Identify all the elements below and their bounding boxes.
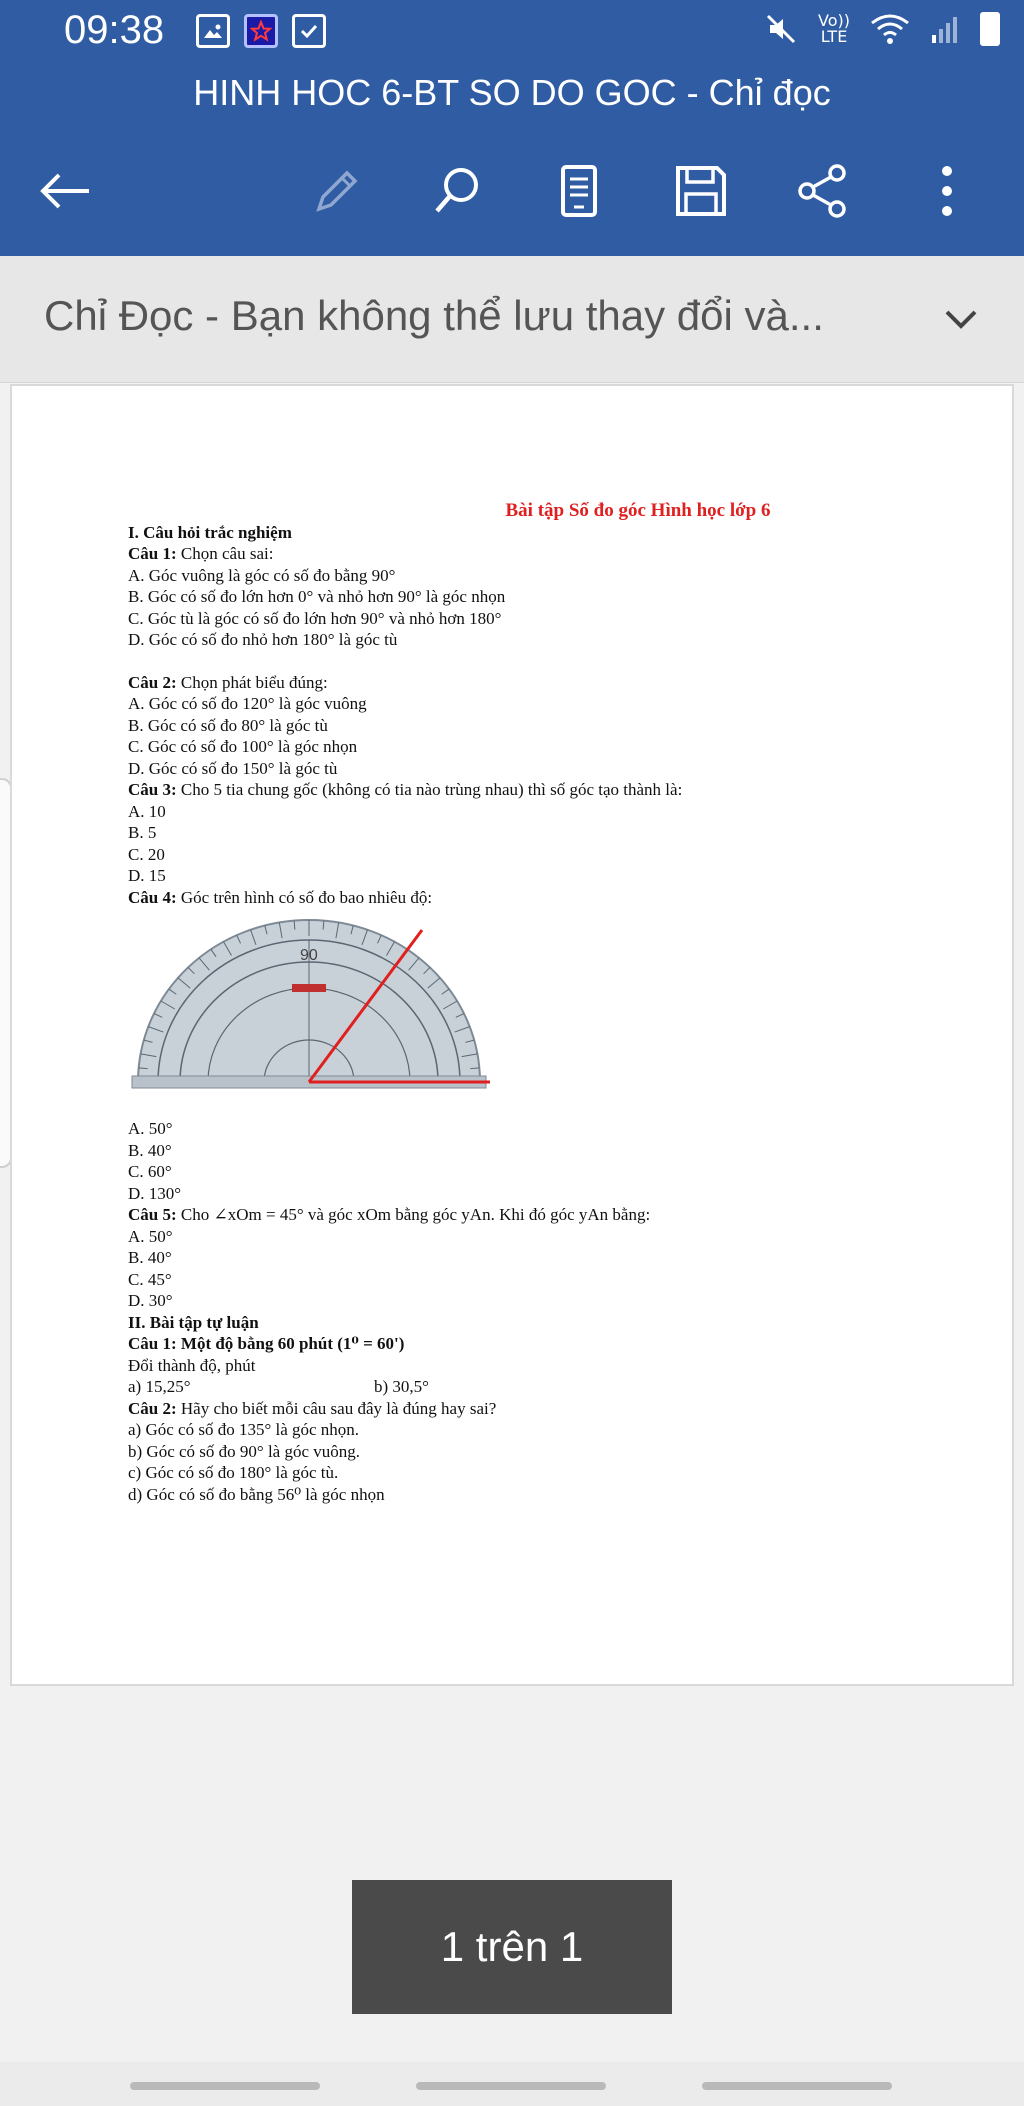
section-heading: II. Bài tập tự luận [128, 1312, 259, 1332]
search-icon [429, 163, 485, 219]
exercise-1-instruction: Đổi thành độ, phút [128, 1355, 256, 1375]
banner-expand-button[interactable] [934, 292, 988, 346]
checkbox-icon [292, 14, 326, 48]
document-page [10, 384, 1014, 1686]
more-options-button[interactable] [906, 150, 988, 232]
answer-option: B. Góc có số đo lớn hơn 0° và nhỏ hơn 90° là góc nhọn [128, 587, 506, 606]
question-label: Câu 2: [128, 672, 177, 692]
question-label: Câu 4: [128, 887, 177, 907]
reading-view-button[interactable] [538, 150, 620, 232]
read-only-banner-text: Chỉ Đọc - Bạn không thể lưu thay đổi và... [44, 292, 824, 339]
save-button[interactable] [660, 150, 742, 232]
question-5 [128, 1204, 908, 1226]
question-text: Chọn phát biểu đúng: [176, 672, 328, 692]
answer-option: D. 30° [128, 1291, 173, 1310]
status-bar [0, 0, 1024, 66]
answer-option: A. Góc vuông là góc có số đo bằng 90° [128, 565, 396, 585]
answer-option: C. 60° [128, 1162, 172, 1181]
volte-label: Vo)) [818, 11, 850, 30]
answer-option: D. Góc có số đo 150° là góc tù [128, 758, 338, 778]
nav-back-button[interactable] [702, 2082, 892, 2090]
question-4 [128, 887, 908, 909]
answer-option: D. Góc có số đo nhỏ hơn 180° là góc tù [128, 630, 398, 649]
exercise-item: a) 15,25° [128, 1377, 191, 1396]
exercise-2 [128, 1398, 908, 1420]
question-text: Hãy cho biết mỗi câu sau đây là đúng hay sai? [176, 1398, 497, 1418]
share-icon [795, 163, 851, 219]
edit-button[interactable] [296, 150, 378, 232]
back-icon [37, 171, 93, 211]
image-icon [196, 14, 230, 48]
question-label: Câu 3: [128, 780, 177, 799]
answer-option: B. 40° [128, 1248, 172, 1267]
lte-label: LTE [820, 27, 848, 46]
answer-option: B. Góc có số đo 80° là góc tù [128, 715, 328, 735]
more-icon [937, 163, 957, 219]
nav-home-button[interactable] [416, 2082, 606, 2090]
question-text: Cho ∠xOm = 45° và góc xOm bằng góc yAn. Khi đó góc yAn bằng: [176, 1205, 651, 1224]
signal-icon [930, 13, 960, 45]
reading-view-icon [557, 163, 601, 219]
exercise-1-heading: Câu 1: Một độ bằng 60 phút (1⁰ = 60') [128, 1334, 405, 1353]
question-text: Cho 5 tia chung gốc (không có tia nào trùng nhau) thì số góc tạo thành là: [176, 780, 683, 799]
app-star-icon [244, 14, 278, 48]
protractor-figure [128, 916, 490, 1112]
answer-option: A. Góc có số đo 120° là góc vuông [128, 694, 367, 713]
share-button[interactable] [782, 150, 864, 232]
question-text: Chọn câu sai: [176, 544, 274, 563]
status-time: 09:38 [64, 8, 165, 52]
exercise-item: c) Góc có số đo 180° là góc tù. [128, 1463, 339, 1482]
exercise-1-items [128, 1376, 908, 1398]
system-icons [764, 12, 1000, 46]
document-title: HINH HOC 6-BT SO DO GOC - Chỉ đọc [193, 72, 831, 113]
exercise-item: d) Góc có số đo bằng 56⁰ là góc nhọn [128, 1484, 385, 1504]
question-label: Câu 1: [128, 544, 177, 563]
question-2 [128, 672, 908, 694]
answer-option: C. Góc tù là góc có số đo lớn hơn 90° và nhỏ hơn 180° [128, 608, 502, 628]
toolbar [0, 150, 1024, 232]
question-1 [128, 543, 908, 565]
answer-option: C. Góc có số đo 100° là góc nhọn [128, 737, 358, 756]
battery-icon [980, 12, 1000, 46]
answer-option: B. 5 [128, 823, 157, 842]
answer-option: A. 50° [128, 1119, 173, 1138]
notification-icons [196, 14, 326, 48]
answer-option: A. 50° [128, 1226, 173, 1246]
answer-option: C. 45° [128, 1269, 172, 1289]
question-label: Câu 2: [128, 1398, 177, 1418]
save-icon [673, 163, 729, 219]
doc-heading: Bài tập Số đo góc Hình học lớp 6 [505, 500, 771, 521]
answer-option: D. 15 [128, 866, 166, 885]
protractor-90-label: 90 [300, 947, 318, 964]
back-button[interactable] [24, 150, 106, 232]
answer-option: B. 40° [128, 1140, 172, 1160]
volte-indicator [818, 13, 850, 45]
chevron-down-icon [944, 308, 978, 330]
system-nav-bar [0, 2062, 1024, 2106]
answer-option: C. 20 [128, 844, 165, 864]
document-content [128, 500, 908, 1505]
exercise-item: a) Góc có số đo 135° là góc nhọn. [128, 1420, 360, 1439]
answer-option: D. 130° [128, 1183, 182, 1203]
exercise-item: b) Góc có số đo 90° là góc vuông. [128, 1441, 361, 1461]
question-text: Góc trên hình có số đo bao nhiêu độ: [176, 887, 433, 907]
question-label: Câu 5: [128, 1205, 177, 1224]
page-indicator: 1 trên 1 [352, 1880, 672, 2014]
answer-option: A. 10 [128, 801, 166, 821]
exercise-item: b) 30,5° [374, 1377, 429, 1396]
app-bar [0, 0, 1024, 256]
mute-icon [764, 12, 798, 46]
section-heading: I. Câu hỏi trắc nghiệm [128, 522, 292, 542]
search-button[interactable] [416, 150, 498, 232]
wifi-icon [870, 13, 910, 45]
nav-recents-button[interactable] [130, 2082, 320, 2090]
edit-pencil-icon [309, 163, 365, 219]
read-only-banner[interactable] [0, 256, 1024, 383]
question-3 [128, 779, 908, 801]
